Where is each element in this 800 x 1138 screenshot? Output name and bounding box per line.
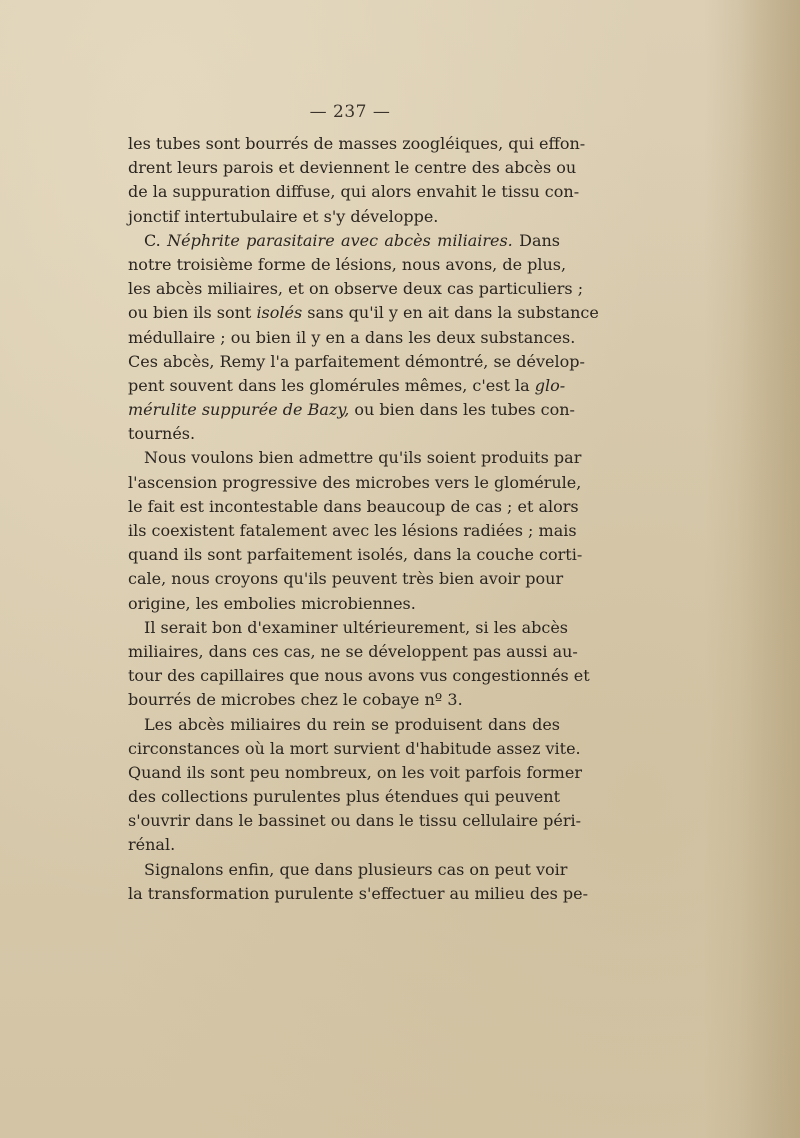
text-segment: cale, nous croyons qu'ils peuvent très bien avoir pour: [128, 569, 564, 589]
text-line: [128, 132, 586, 156]
text-segment: pent souvent dans les glomérules mêmes, c'est la: [128, 375, 535, 395]
text-line: [128, 858, 568, 882]
text-segment: Dans: [512, 230, 561, 250]
text-line: [128, 688, 560, 712]
text-line: [128, 882, 588, 906]
text-segment: bourrés de microbes chez le cobaye nº 3.: [128, 690, 463, 710]
text-segment: des collections purulentes plus étendues qui peuvent: [128, 787, 560, 807]
text-line: [128, 761, 582, 785]
text-line: [128, 301, 599, 325]
page-number: — 237 —: [309, 102, 391, 122]
page-edge-stain: [740, 0, 800, 1138]
text-line: [128, 592, 560, 616]
text-segment: Nous voulons bien admettre qu'ils soient produits par: [144, 448, 582, 468]
text-segment: ou bien ils sont: [128, 303, 257, 323]
text-line: [128, 229, 560, 253]
text-segment: Signalons enfin, que dans plusieurs cas on peut voir: [144, 859, 568, 879]
text-segment: jonctif intertubulaire et s'y développe.: [128, 206, 439, 226]
text-line: [128, 205, 560, 229]
text-segment: ou bien dans les tubes con-: [349, 400, 575, 420]
text-segment: drent leurs parois et deviennent le centre des abcès ou: [128, 158, 577, 178]
text-segment: Il serait bon d'examiner ultérieurement, si les abcès: [144, 617, 568, 637]
text-line: [128, 495, 579, 519]
text-line: [128, 277, 584, 301]
italic-text: mérulite suppurée de Bazy,: [128, 400, 350, 420]
text-segment: rénal.: [128, 835, 176, 855]
text-line: [128, 180, 580, 204]
text-segment: sans qu'il y en ait dans la substance: [302, 303, 599, 323]
text-line: [128, 567, 564, 591]
text-segment: l'ascension progressive des microbes vers le glomérule,: [128, 472, 582, 492]
text-segment: origine, les embolies microbiennes.: [128, 593, 416, 613]
text-line: [128, 664, 590, 688]
text-line: [128, 833, 560, 857]
text-segment: miliaires, dans ces cas, ne se développent pas aussi au-: [128, 641, 578, 661]
text-line: [128, 713, 560, 737]
body-text: [128, 132, 599, 906]
text-line: [128, 253, 567, 277]
text-segment: Quand ils sont peu nombreux, on les voit parfois former: [128, 762, 582, 782]
text-segment: le fait est incontestable dans beaucoup de cas ; et alors: [128, 496, 579, 516]
text-line: [128, 785, 560, 809]
text-line: [128, 398, 575, 422]
text-line: [128, 471, 582, 495]
text-segment: s'ouvrir dans le bassinet ou dans le tissu cellulaire péri-: [128, 811, 582, 831]
text-segment: circonstances où la mort survient d'habitude assez vite.: [128, 738, 581, 758]
text-segment: les abcès miliaires, et on observe deux cas particuliers ;: [128, 279, 584, 299]
text-line: [128, 640, 578, 664]
text-line: [128, 326, 576, 350]
text-segment: Ces abcès, Remy l'a parfaitement démontré, se dévelop-: [128, 351, 585, 371]
italic-text: Néphrite parasitaire avec abcès miliaires.: [167, 230, 513, 250]
italic-text: glo-: [534, 375, 566, 395]
text-line: [128, 156, 577, 180]
text-segment: ils coexistent fatalement avec les lésions radiées ; mais: [128, 521, 577, 540]
text-line: [128, 543, 583, 567]
text-line: [128, 737, 581, 761]
text-line: [128, 616, 568, 640]
text-line: [128, 519, 577, 543]
text-segment: Les abcès miliaires du rein se produisent dans des: [144, 714, 560, 734]
text-segment: les tubes sont bourrés de masses zoogléiques, qui effon-: [128, 134, 586, 153]
text-line: [128, 350, 585, 374]
text-line: [128, 446, 582, 470]
text-segment: tournés.: [128, 424, 196, 444]
text-segment: médullaire ; ou bien il y en a dans les deux substances.: [128, 327, 576, 347]
italic-text: isolés: [256, 303, 303, 323]
text-segment: la transformation purulente s'effectuer au milieu des pe-: [128, 883, 588, 903]
text-segment: quand ils sont parfaitement isolés, dans la couche corti-: [128, 545, 583, 565]
text-segment: C.: [144, 230, 168, 250]
text-line: [128, 809, 582, 833]
text-segment: notre troisième forme de lésions, nous avons, de plus,: [128, 254, 567, 274]
text-segment: tour des capillaires que nous avons vus congestionnés et: [128, 666, 590, 686]
text-line: [128, 422, 560, 446]
text-line: [128, 374, 566, 398]
text-segment: de la suppuration diffuse, qui alors envahit le tissu con-: [128, 182, 580, 202]
